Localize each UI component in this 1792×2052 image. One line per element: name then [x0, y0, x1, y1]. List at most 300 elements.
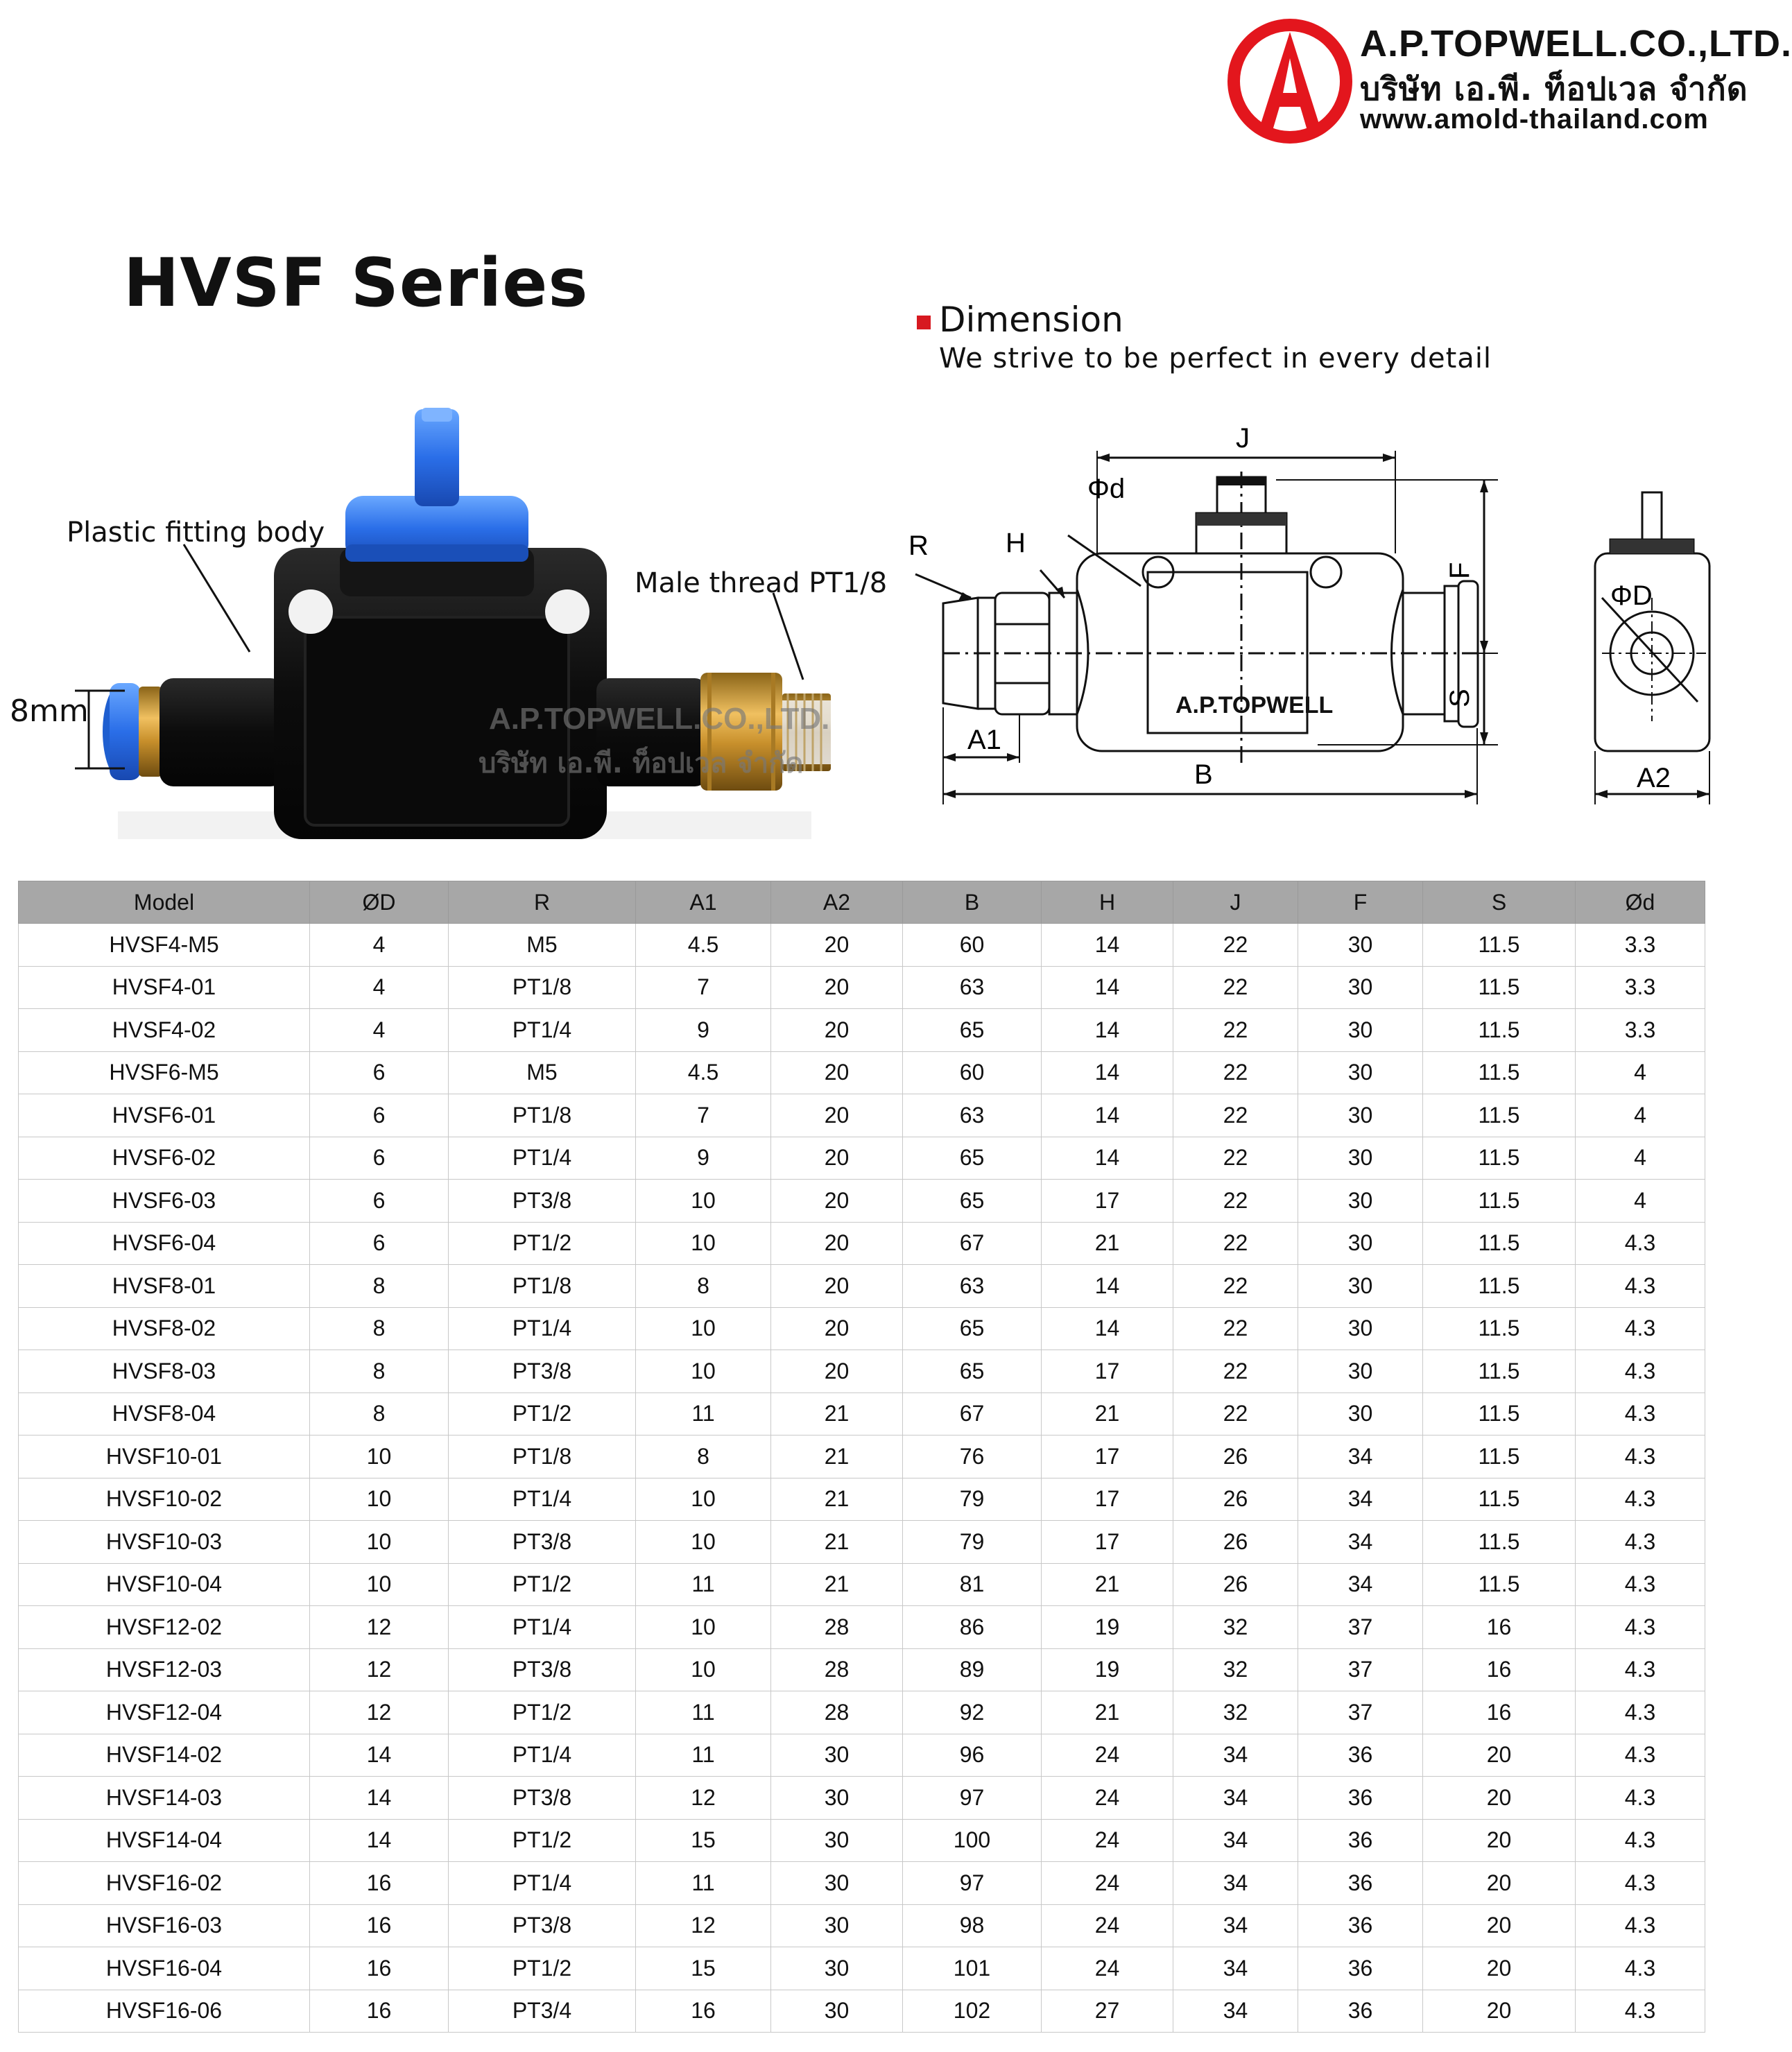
- table-row: [19, 1435, 1705, 1478]
- table-cell: 92: [903, 1691, 1042, 1734]
- table-body: [19, 924, 1705, 2033]
- table-row: [19, 1009, 1705, 1052]
- table-cell: 102: [903, 1990, 1042, 2033]
- table-cell: 24: [1042, 1947, 1173, 1990]
- table-cell: PT1/2: [449, 1563, 636, 1606]
- table-cell: 28: [771, 1648, 903, 1691]
- table-cell: HVSF16-06: [19, 1990, 310, 2033]
- table-cell: 34: [1298, 1435, 1423, 1478]
- table-cell: 4.5: [636, 1051, 771, 1094]
- table-cell: 20: [771, 1137, 903, 1180]
- table-cell: 22: [1173, 1350, 1298, 1393]
- table-cell: 65: [903, 1180, 1042, 1223]
- company-name: A.P.TOPWELL.CO.,LTD.: [1360, 23, 1792, 64]
- table-cell: PT1/4: [449, 1862, 636, 1905]
- table-cell: 30: [1298, 1180, 1423, 1223]
- column-header-9: S: [1423, 881, 1576, 924]
- table-cell: 10: [310, 1478, 449, 1521]
- table-cell: 21: [771, 1563, 903, 1606]
- dim-label-phi-D: ΦD: [1610, 580, 1653, 611]
- table-cell: 4.3: [1576, 1606, 1705, 1649]
- table-cell: 30: [1298, 1094, 1423, 1137]
- table-cell: HVSF4-M5: [19, 924, 310, 967]
- column-header-0: Model: [19, 881, 310, 924]
- table-cell: 16: [310, 1990, 449, 2033]
- table-cell: 24: [1042, 1777, 1173, 1820]
- table-cell: 7: [636, 1094, 771, 1137]
- table-cell: 22: [1173, 1265, 1298, 1308]
- table-cell: 16: [1423, 1648, 1576, 1691]
- table-cell: 8: [310, 1350, 449, 1393]
- column-header-8: F: [1298, 881, 1423, 924]
- table-row: [19, 1648, 1705, 1691]
- table-cell: 36: [1298, 1734, 1423, 1777]
- table-cell: 20: [1423, 1777, 1576, 1820]
- table-row: [19, 1094, 1705, 1137]
- table-cell: 20: [771, 1222, 903, 1265]
- table-cell: 4.3: [1576, 1265, 1705, 1308]
- table-cell: 36: [1298, 1777, 1423, 1820]
- table-cell: 16: [636, 1990, 771, 2033]
- table-cell: 8: [636, 1435, 771, 1478]
- table-cell: 34: [1173, 1990, 1298, 2033]
- table-header: [19, 881, 1705, 924]
- table-cell: 16: [1423, 1606, 1576, 1649]
- table-cell: 14: [1042, 966, 1173, 1009]
- table-cell: 4: [1576, 1137, 1705, 1180]
- table-cell: 20: [771, 1180, 903, 1223]
- table-cell: 30: [1298, 924, 1423, 967]
- table-cell: 37: [1298, 1648, 1423, 1691]
- table-cell: 8: [310, 1393, 449, 1435]
- table-cell: 10: [636, 1521, 771, 1564]
- table-cell: PT1/8: [449, 966, 636, 1009]
- specification-table: [18, 881, 1705, 2033]
- table-cell: 34: [1173, 1819, 1298, 1862]
- table-cell: HVSF8-02: [19, 1307, 310, 1350]
- table-cell: 20: [1423, 1990, 1576, 2033]
- table-cell: 4.3: [1576, 1648, 1705, 1691]
- table-cell: 30: [771, 1904, 903, 1947]
- table-cell: 16: [310, 1947, 449, 1990]
- table-cell: 21: [1042, 1222, 1173, 1265]
- table-cell: HVSF16-02: [19, 1862, 310, 1905]
- table-cell: 30: [771, 1734, 903, 1777]
- table-row: [19, 1393, 1705, 1435]
- table-cell: 100: [903, 1819, 1042, 1862]
- table-cell: PT1/4: [449, 1734, 636, 1777]
- table-cell: PT1/8: [449, 1265, 636, 1308]
- table-cell: 14: [1042, 1094, 1173, 1137]
- table-cell: 30: [1298, 1222, 1423, 1265]
- table-row: [19, 1691, 1705, 1734]
- table-cell: M5: [449, 924, 636, 967]
- table-row: [19, 1265, 1705, 1308]
- table-cell: HVSF12-04: [19, 1691, 310, 1734]
- table-cell: HVSF8-01: [19, 1265, 310, 1308]
- table-cell: 3.3: [1576, 924, 1705, 967]
- table-cell: 30: [771, 1862, 903, 1905]
- table-cell: 30: [771, 1947, 903, 1990]
- column-header-6: H: [1042, 881, 1173, 924]
- table-cell: 4.3: [1576, 1521, 1705, 1564]
- table-cell: 26: [1173, 1521, 1298, 1564]
- table-row: [19, 1478, 1705, 1521]
- table-cell: 11: [636, 1862, 771, 1905]
- table-cell: 6: [310, 1094, 449, 1137]
- table-cell: 21: [771, 1435, 903, 1478]
- table-cell: 11.5: [1423, 1350, 1576, 1393]
- table-cell: HVSF12-02: [19, 1606, 310, 1649]
- table-cell: 20: [771, 966, 903, 1009]
- table-cell: 11: [636, 1393, 771, 1435]
- table-cell: 6: [310, 1180, 449, 1223]
- table-cell: 20: [771, 1051, 903, 1094]
- column-header-7: J: [1173, 881, 1298, 924]
- table-cell: 30: [1298, 1307, 1423, 1350]
- table-cell: 24: [1042, 1862, 1173, 1905]
- table-cell: 3.3: [1576, 1009, 1705, 1052]
- table-cell: 20: [1423, 1734, 1576, 1777]
- table-cell: 22: [1173, 1307, 1298, 1350]
- table-row: [19, 1734, 1705, 1777]
- table-cell: 7: [636, 966, 771, 1009]
- table-cell: 30: [771, 1819, 903, 1862]
- table-cell: M5: [449, 1051, 636, 1094]
- table-cell: 22: [1173, 924, 1298, 967]
- table-cell: 22: [1173, 1009, 1298, 1052]
- table-cell: 10: [310, 1563, 449, 1606]
- table-cell: 30: [771, 1990, 903, 2033]
- table-cell: 22: [1173, 1222, 1298, 1265]
- table-cell: HVSF14-04: [19, 1819, 310, 1862]
- table-cell: 12: [310, 1691, 449, 1734]
- table-cell: 34: [1173, 1734, 1298, 1777]
- dim-label-phi-d: Φd: [1087, 474, 1126, 504]
- table-cell: 4.3: [1576, 1777, 1705, 1820]
- table-cell: 10: [636, 1222, 771, 1265]
- table-cell: 11.5: [1423, 1051, 1576, 1094]
- table-cell: 8: [310, 1265, 449, 1308]
- dimension-heading: Dimension: [939, 300, 1123, 340]
- table-cell: 16: [1423, 1691, 1576, 1734]
- table-cell: 3.3: [1576, 966, 1705, 1009]
- dimension-drawing: [902, 416, 1720, 825]
- table-cell: HVSF10-01: [19, 1435, 310, 1478]
- table-cell: HVSF10-03: [19, 1521, 310, 1564]
- table-cell: 20: [771, 1307, 903, 1350]
- table-cell: 4.3: [1576, 1947, 1705, 1990]
- watermark-english: A.P.TOPWELL.CO.,LTD.: [489, 702, 830, 736]
- table-cell: HVSF6-M5: [19, 1051, 310, 1094]
- table-cell: 65: [903, 1307, 1042, 1350]
- table-cell: 4.3: [1576, 1222, 1705, 1265]
- dim-label-R: R: [908, 531, 929, 561]
- column-header-3: A1: [636, 881, 771, 924]
- table-cell: 30: [771, 1777, 903, 1820]
- table-row: [19, 1862, 1705, 1905]
- table-row: [19, 924, 1705, 967]
- company-logo-icon: [1224, 15, 1356, 147]
- table-cell: 21: [1042, 1691, 1173, 1734]
- table-cell: 63: [903, 1094, 1042, 1137]
- table-cell: PT3/8: [449, 1521, 636, 1564]
- table-cell: HVSF4-02: [19, 1009, 310, 1052]
- table-cell: 67: [903, 1393, 1042, 1435]
- table-cell: 15: [636, 1947, 771, 1990]
- table-cell: 11: [636, 1734, 771, 1777]
- table-cell: 67: [903, 1222, 1042, 1265]
- table-cell: 9: [636, 1009, 771, 1052]
- table-cell: 20: [1423, 1947, 1576, 1990]
- table-cell: PT3/8: [449, 1904, 636, 1947]
- table-cell: PT1/4: [449, 1009, 636, 1052]
- table-cell: 37: [1298, 1606, 1423, 1649]
- column-header-2: R: [449, 881, 636, 924]
- table-cell: 17: [1042, 1180, 1173, 1223]
- table-cell: 36: [1298, 1819, 1423, 1862]
- table-cell: 24: [1042, 1734, 1173, 1777]
- table-cell: 96: [903, 1734, 1042, 1777]
- table-row: [19, 1990, 1705, 2033]
- table-cell: 98: [903, 1904, 1042, 1947]
- dim-label-A2: A2: [1637, 763, 1671, 793]
- table-cell: 4.3: [1576, 1350, 1705, 1393]
- table-cell: 79: [903, 1478, 1042, 1521]
- table-cell: 10: [636, 1180, 771, 1223]
- table-cell: 20: [1423, 1904, 1576, 1947]
- table-cell: 30: [1298, 1393, 1423, 1435]
- table-cell: PT1/2: [449, 1393, 636, 1435]
- table-row: [19, 1307, 1705, 1350]
- table-cell: 4.3: [1576, 1563, 1705, 1606]
- table-cell: 11.5: [1423, 1222, 1576, 1265]
- table-cell: 11.5: [1423, 1009, 1576, 1052]
- table-cell: 14: [1042, 1265, 1173, 1308]
- table-cell: PT1/2: [449, 1947, 636, 1990]
- table-cell: 10: [636, 1606, 771, 1649]
- table-cell: 10: [310, 1521, 449, 1564]
- table-cell: 11.5: [1423, 966, 1576, 1009]
- dimension-bullet-icon: [917, 316, 931, 329]
- table-cell: 30: [1298, 1009, 1423, 1052]
- table-cell: 8: [636, 1265, 771, 1308]
- table-cell: HVSF8-03: [19, 1350, 310, 1393]
- table-cell: 20: [1423, 1862, 1576, 1905]
- table-cell: 21: [1042, 1393, 1173, 1435]
- column-header-10: Ød: [1576, 881, 1705, 924]
- table-cell: 10: [636, 1350, 771, 1393]
- table-cell: 65: [903, 1350, 1042, 1393]
- table-cell: 12: [310, 1606, 449, 1649]
- company-website: www.amold-thailand.com: [1360, 104, 1709, 135]
- table-cell: 10: [310, 1435, 449, 1478]
- table-cell: 21: [771, 1521, 903, 1564]
- table-cell: HVSF6-03: [19, 1180, 310, 1223]
- table-cell: 21: [1042, 1563, 1173, 1606]
- table-cell: 63: [903, 1265, 1042, 1308]
- table-cell: PT1/2: [449, 1691, 636, 1734]
- table-cell: 4.3: [1576, 1435, 1705, 1478]
- table-cell: 60: [903, 924, 1042, 967]
- table-cell: 24: [1042, 1819, 1173, 1862]
- table-cell: 37: [1298, 1691, 1423, 1734]
- table-cell: 21: [771, 1393, 903, 1435]
- table-cell: 4.3: [1576, 1734, 1705, 1777]
- table-cell: 30: [1298, 1051, 1423, 1094]
- label-tube-size: 8mm: [10, 693, 89, 729]
- watermark-thai: บริษัท เอ.พี. ท็อปเวล จำกัด: [479, 748, 804, 779]
- table-row: [19, 1777, 1705, 1820]
- table-cell: 34: [1173, 1947, 1298, 1990]
- label-plastic-fitting-body: Plastic fitting body: [67, 517, 325, 549]
- table-cell: 20: [771, 924, 903, 967]
- table-cell: 11.5: [1423, 1180, 1576, 1223]
- table-cell: 15: [636, 1819, 771, 1862]
- table-cell: 32: [1173, 1606, 1298, 1649]
- dimension-subheading: We strive to be perfect in every detail: [939, 343, 1492, 374]
- table-cell: HVSF16-03: [19, 1904, 310, 1947]
- table-row: [19, 1904, 1705, 1947]
- table-cell: PT1/4: [449, 1307, 636, 1350]
- table-cell: 14: [1042, 1137, 1173, 1180]
- table-row: [19, 1521, 1705, 1564]
- table-cell: 11.5: [1423, 1137, 1576, 1180]
- table-cell: 86: [903, 1606, 1042, 1649]
- table-cell: 14: [310, 1777, 449, 1820]
- table-cell: HVSF16-04: [19, 1947, 310, 1990]
- table-cell: 9: [636, 1137, 771, 1180]
- table-cell: 65: [903, 1137, 1042, 1180]
- table-cell: 76: [903, 1435, 1042, 1478]
- table-cell: 89: [903, 1648, 1042, 1691]
- table-cell: 81: [903, 1563, 1042, 1606]
- table-cell: 4.3: [1576, 1478, 1705, 1521]
- drawing-brand-text: A.P.TOPWELL: [1175, 692, 1334, 718]
- table-cell: 11.5: [1423, 1393, 1576, 1435]
- table-cell: 6: [310, 1051, 449, 1094]
- column-header-5: B: [903, 881, 1042, 924]
- product-photo: [0, 388, 902, 860]
- table-cell: HVSF12-03: [19, 1648, 310, 1691]
- table-cell: 20: [1423, 1819, 1576, 1862]
- table-cell: 4: [1576, 1051, 1705, 1094]
- table-cell: 4.3: [1576, 1691, 1705, 1734]
- table-cell: 8: [310, 1307, 449, 1350]
- table-row: [19, 1137, 1705, 1180]
- table-cell: 22: [1173, 1180, 1298, 1223]
- table-cell: 26: [1173, 1435, 1298, 1478]
- table-cell: PT3/8: [449, 1350, 636, 1393]
- table-cell: 14: [1042, 1051, 1173, 1094]
- table-cell: 36: [1298, 1947, 1423, 1990]
- table-cell: 6: [310, 1137, 449, 1180]
- table-cell: 10: [636, 1478, 771, 1521]
- table-cell: 11.5: [1423, 924, 1576, 967]
- table-cell: PT3/8: [449, 1777, 636, 1820]
- table-cell: 11.5: [1423, 1478, 1576, 1521]
- table-cell: 20: [771, 1094, 903, 1137]
- table-cell: 17: [1042, 1435, 1173, 1478]
- table-cell: 36: [1298, 1862, 1423, 1905]
- table-cell: PT3/4: [449, 1990, 636, 2033]
- label-male-thread: Male thread PT1/8: [635, 567, 888, 599]
- table-cell: 4.3: [1576, 1862, 1705, 1905]
- table-cell: HVSF4-01: [19, 966, 310, 1009]
- table-cell: 28: [771, 1606, 903, 1649]
- table-cell: 11.5: [1423, 1563, 1576, 1606]
- table-cell: 4: [310, 1009, 449, 1052]
- table-cell: 16: [310, 1904, 449, 1947]
- table-cell: 34: [1298, 1563, 1423, 1606]
- table-cell: 34: [1173, 1777, 1298, 1820]
- table-cell: 11.5: [1423, 1521, 1576, 1564]
- table-cell: 12: [310, 1648, 449, 1691]
- table-cell: 19: [1042, 1648, 1173, 1691]
- table-cell: 27: [1042, 1990, 1173, 2033]
- table-cell: 20: [771, 1265, 903, 1308]
- table-cell: 22: [1173, 1393, 1298, 1435]
- table-cell: 4.5: [636, 924, 771, 967]
- table-cell: 30: [1298, 1137, 1423, 1180]
- table-row: [19, 966, 1705, 1009]
- table-row: [19, 1350, 1705, 1393]
- table-cell: PT3/8: [449, 1648, 636, 1691]
- table-cell: 11.5: [1423, 1435, 1576, 1478]
- table-cell: 26: [1173, 1478, 1298, 1521]
- table-cell: 17: [1042, 1521, 1173, 1564]
- table-cell: 34: [1298, 1521, 1423, 1564]
- table-cell: PT1/2: [449, 1819, 636, 1862]
- table-cell: 11.5: [1423, 1094, 1576, 1137]
- table-row: [19, 1606, 1705, 1649]
- table-cell: 4: [1576, 1180, 1705, 1223]
- table-cell: 79: [903, 1521, 1042, 1564]
- table-cell: 17: [1042, 1478, 1173, 1521]
- column-header-4: A2: [771, 881, 903, 924]
- table-cell: 14: [1042, 924, 1173, 967]
- table-cell: HVSF10-02: [19, 1478, 310, 1521]
- table-cell: 22: [1173, 966, 1298, 1009]
- table-cell: 12: [636, 1904, 771, 1947]
- table-cell: 19: [1042, 1606, 1173, 1649]
- table-cell: HVSF10-04: [19, 1563, 310, 1606]
- table-cell: 26: [1173, 1563, 1298, 1606]
- page-title: HVSF Series: [123, 244, 589, 322]
- dim-label-J: J: [1236, 423, 1250, 454]
- column-header-1: ØD: [310, 881, 449, 924]
- table-cell: 20: [771, 1350, 903, 1393]
- table-cell: 12: [636, 1777, 771, 1820]
- table-cell: 14: [1042, 1307, 1173, 1350]
- table-row: [19, 1051, 1705, 1094]
- table-row: [19, 1180, 1705, 1223]
- table-cell: 11.5: [1423, 1307, 1576, 1350]
- table-row: [19, 1819, 1705, 1862]
- table-cell: 4: [310, 924, 449, 967]
- company-thai-name: บริษัท เอ.พี. ท็อปเวล จำกัด: [1360, 70, 1748, 107]
- table-cell: 10: [636, 1648, 771, 1691]
- table-cell: 17: [1042, 1350, 1173, 1393]
- table-cell: 14: [1042, 1009, 1173, 1052]
- table-cell: 30: [1298, 1350, 1423, 1393]
- table-cell: 4: [1576, 1094, 1705, 1137]
- table-cell: PT1/4: [449, 1606, 636, 1649]
- table-cell: 22: [1173, 1137, 1298, 1180]
- dim-label-F: F: [1445, 562, 1475, 579]
- table-cell: 32: [1173, 1691, 1298, 1734]
- table-row: [19, 1947, 1705, 1990]
